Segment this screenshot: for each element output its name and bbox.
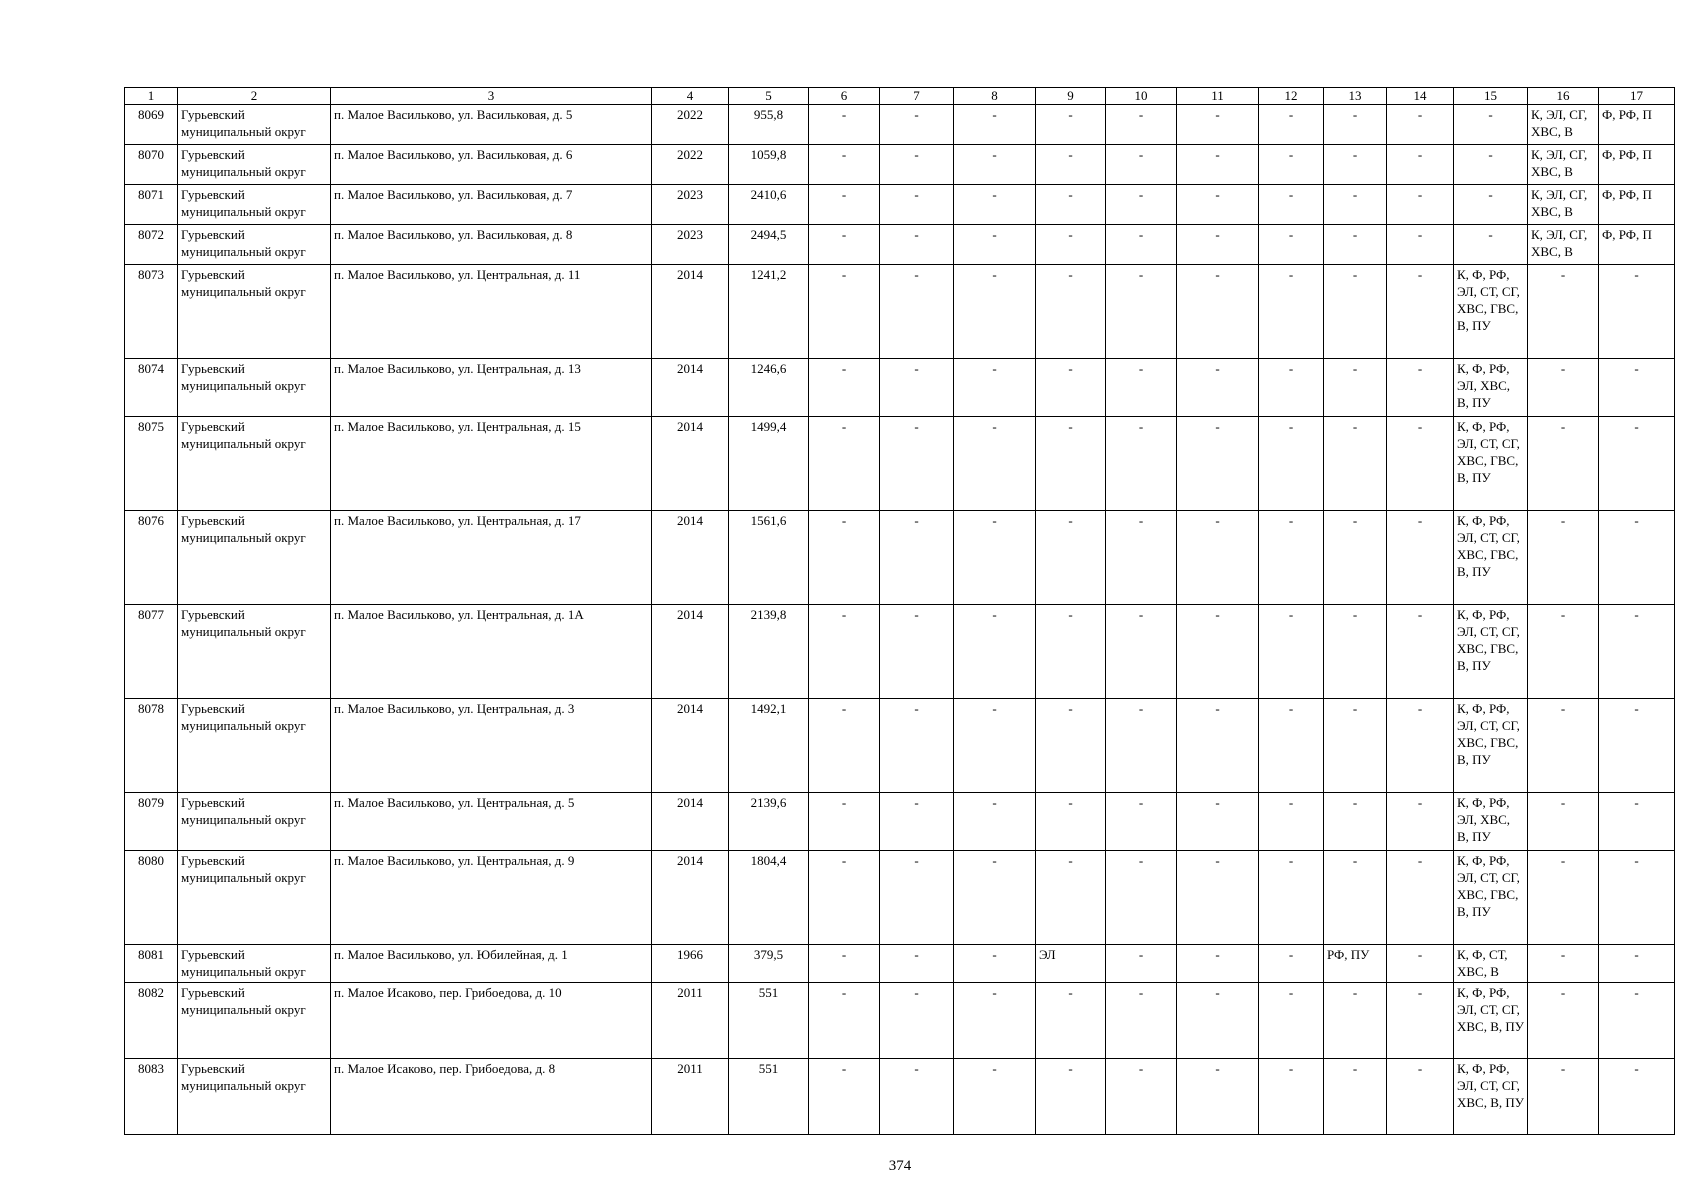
cell-col-10: - bbox=[1106, 185, 1177, 225]
cell-col-12: - bbox=[1259, 105, 1324, 145]
cell-col-10: - bbox=[1106, 417, 1177, 511]
cell-col-5: 551 bbox=[729, 983, 809, 1059]
cell-col-15: К, Ф, СТ, ХВС, В bbox=[1454, 945, 1528, 983]
cell-col-13: - bbox=[1324, 145, 1387, 185]
column-header-13: 13 bbox=[1324, 88, 1387, 105]
column-header-4: 4 bbox=[652, 88, 729, 105]
cell-col-5: 1246,6 bbox=[729, 359, 809, 417]
cell-col-2: Гурьевский муниципальный округ bbox=[178, 983, 331, 1059]
cell-col-16: - bbox=[1528, 359, 1599, 417]
cell-col-16: К, ЭЛ, СГ, ХВС, В bbox=[1528, 105, 1599, 145]
cell-col-15: К, Ф, РФ, ЭЛ, СТ, СГ, ХВС, В, ПУ bbox=[1454, 983, 1528, 1059]
cell-col-11: - bbox=[1177, 265, 1259, 359]
column-header-2: 2 bbox=[178, 88, 331, 105]
cell-col-9: - bbox=[1036, 983, 1106, 1059]
cell-col-9: - bbox=[1036, 265, 1106, 359]
cell-col-7: - bbox=[880, 185, 954, 225]
cell-col-14: - bbox=[1387, 983, 1454, 1059]
cell-col-14: - bbox=[1387, 699, 1454, 793]
cell-col-5: 1499,4 bbox=[729, 417, 809, 511]
cell-col-11: - bbox=[1177, 851, 1259, 945]
cell-col-10: - bbox=[1106, 945, 1177, 983]
cell-col-4: 2014 bbox=[652, 699, 729, 793]
table-row bbox=[125, 605, 1675, 699]
cell-col-13: РФ, ПУ bbox=[1324, 945, 1387, 983]
cell-col-17: - bbox=[1599, 945, 1675, 983]
cell-col-7: - bbox=[880, 359, 954, 417]
cell-col-8: - bbox=[954, 945, 1036, 983]
cell-col-13: - bbox=[1324, 359, 1387, 417]
cell-col-5: 2139,6 bbox=[729, 793, 809, 851]
cell-col-7: - bbox=[880, 225, 954, 265]
cell-col-15: - bbox=[1454, 185, 1528, 225]
cell-col-12: - bbox=[1259, 605, 1324, 699]
column-header-16: 16 bbox=[1528, 88, 1599, 105]
cell-col-3: п. Малое Васильково, ул. Центральная, д. 17 bbox=[331, 511, 652, 605]
cell-col-7: - bbox=[880, 851, 954, 945]
column-header-5: 5 bbox=[729, 88, 809, 105]
cell-col-12: - bbox=[1259, 1059, 1324, 1135]
cell-col-14: - bbox=[1387, 105, 1454, 145]
cell-col-2: Гурьевский муниципальный округ bbox=[178, 105, 331, 145]
cell-col-4: 2014 bbox=[652, 793, 729, 851]
column-header-6: 6 bbox=[809, 88, 880, 105]
cell-col-6: - bbox=[809, 417, 880, 511]
cell-col-17: Ф, РФ, П bbox=[1599, 145, 1675, 185]
cell-col-8: - bbox=[954, 265, 1036, 359]
cell-col-11: - bbox=[1177, 105, 1259, 145]
cell-col-10: - bbox=[1106, 983, 1177, 1059]
cell-col-14: - bbox=[1387, 945, 1454, 983]
cell-col-3: п. Малое Васильково, ул. Центральная, д. 11 bbox=[331, 265, 652, 359]
cell-col-15: К, Ф, РФ, ЭЛ, СТ, СГ, ХВС, ГВС, В, ПУ bbox=[1454, 511, 1528, 605]
cell-col-5: 1804,4 bbox=[729, 851, 809, 945]
cell-col-11: - bbox=[1177, 359, 1259, 417]
column-header-14: 14 bbox=[1387, 88, 1454, 105]
cell-col-1: 8070 bbox=[125, 145, 178, 185]
table-row bbox=[125, 851, 1675, 945]
cell-col-8: - bbox=[954, 417, 1036, 511]
cell-col-3: п. Малое Васильково, ул. Васильковая, д. 7 bbox=[331, 185, 652, 225]
cell-col-3: п. Малое Васильково, ул. Васильковая, д. 8 bbox=[331, 225, 652, 265]
table-row bbox=[125, 265, 1675, 359]
table-header bbox=[125, 88, 1675, 105]
cell-col-3: п. Малое Васильково, ул. Центральная, д. 3 bbox=[331, 699, 652, 793]
cell-col-1: 8082 bbox=[125, 983, 178, 1059]
cell-col-10: - bbox=[1106, 105, 1177, 145]
cell-col-6: - bbox=[809, 851, 880, 945]
cell-col-11: - bbox=[1177, 699, 1259, 793]
cell-col-4: 2014 bbox=[652, 359, 729, 417]
cell-col-15: К, Ф, РФ, ЭЛ, СТ, СГ, ХВС, ГВС, В, ПУ bbox=[1454, 417, 1528, 511]
cell-col-4: 2022 bbox=[652, 145, 729, 185]
cell-col-4: 2011 bbox=[652, 1059, 729, 1135]
cell-col-9: - bbox=[1036, 605, 1106, 699]
cell-col-11: - bbox=[1177, 511, 1259, 605]
cell-col-7: - bbox=[880, 511, 954, 605]
cell-col-14: - bbox=[1387, 793, 1454, 851]
cell-col-8: - bbox=[954, 983, 1036, 1059]
cell-col-17: Ф, РФ, П bbox=[1599, 185, 1675, 225]
cell-col-8: - bbox=[954, 359, 1036, 417]
cell-col-17: - bbox=[1599, 265, 1675, 359]
cell-col-13: - bbox=[1324, 185, 1387, 225]
cell-col-16: - bbox=[1528, 983, 1599, 1059]
cell-col-13: - bbox=[1324, 793, 1387, 851]
cell-col-6: - bbox=[809, 185, 880, 225]
cell-col-1: 8074 bbox=[125, 359, 178, 417]
column-header-9: 9 bbox=[1036, 88, 1106, 105]
cell-col-11: - bbox=[1177, 983, 1259, 1059]
cell-col-1: 8076 bbox=[125, 511, 178, 605]
cell-col-10: - bbox=[1106, 359, 1177, 417]
cell-col-11: - bbox=[1177, 185, 1259, 225]
cell-col-15: К, Ф, РФ, ЭЛ, СТ, СГ, ХВС, ГВС, В, ПУ bbox=[1454, 265, 1528, 359]
cell-col-2: Гурьевский муниципальный округ bbox=[178, 945, 331, 983]
cell-col-1: 8080 bbox=[125, 851, 178, 945]
cell-col-10: - bbox=[1106, 605, 1177, 699]
cell-col-16: - bbox=[1528, 605, 1599, 699]
column-header-12: 12 bbox=[1259, 88, 1324, 105]
cell-col-11: - bbox=[1177, 793, 1259, 851]
table-row bbox=[125, 105, 1675, 145]
cell-col-2: Гурьевский муниципальный округ bbox=[178, 185, 331, 225]
cell-col-15: - bbox=[1454, 225, 1528, 265]
table-row bbox=[125, 145, 1675, 185]
cell-col-15: К, Ф, РФ, ЭЛ, СТ, СГ, ХВС, ГВС, В, ПУ bbox=[1454, 605, 1528, 699]
table-row bbox=[125, 983, 1675, 1059]
cell-col-9: - bbox=[1036, 851, 1106, 945]
column-header-17: 17 bbox=[1599, 88, 1675, 105]
cell-col-2: Гурьевский муниципальный округ bbox=[178, 225, 331, 265]
cell-col-9: - bbox=[1036, 1059, 1106, 1135]
cell-col-10: - bbox=[1106, 225, 1177, 265]
cell-col-9: - bbox=[1036, 185, 1106, 225]
cell-col-14: - bbox=[1387, 605, 1454, 699]
column-header-15: 15 bbox=[1454, 88, 1528, 105]
cell-col-2: Гурьевский муниципальный округ bbox=[178, 851, 331, 945]
cell-col-16: - bbox=[1528, 1059, 1599, 1135]
cell-col-14: - bbox=[1387, 511, 1454, 605]
cell-col-7: - bbox=[880, 983, 954, 1059]
cell-col-12: - bbox=[1259, 359, 1324, 417]
cell-col-8: - bbox=[954, 793, 1036, 851]
cell-col-9: - bbox=[1036, 145, 1106, 185]
cell-col-3: п. Малое Васильково, ул. Васильковая, д. 6 bbox=[331, 145, 652, 185]
cell-col-9: ЭЛ bbox=[1036, 945, 1106, 983]
cell-col-1: 8073 bbox=[125, 265, 178, 359]
cell-col-8: - bbox=[954, 511, 1036, 605]
cell-col-2: Гурьевский муниципальный округ bbox=[178, 1059, 331, 1135]
cell-col-4: 2014 bbox=[652, 511, 729, 605]
table-row bbox=[125, 417, 1675, 511]
cell-col-1: 8071 bbox=[125, 185, 178, 225]
cell-col-17: - bbox=[1599, 699, 1675, 793]
cell-col-15: К, Ф, РФ, ЭЛ, СТ, СГ, ХВС, ГВС, В, ПУ bbox=[1454, 851, 1528, 945]
cell-col-4: 2014 bbox=[652, 605, 729, 699]
cell-col-16: - bbox=[1528, 265, 1599, 359]
cell-col-6: - bbox=[809, 105, 880, 145]
cell-col-14: - bbox=[1387, 359, 1454, 417]
cell-col-17: - bbox=[1599, 1059, 1675, 1135]
cell-col-5: 551 bbox=[729, 1059, 809, 1135]
cell-col-2: Гурьевский муниципальный округ bbox=[178, 793, 331, 851]
cell-col-17: - bbox=[1599, 417, 1675, 511]
cell-col-3: п. Малое Васильково, ул. Васильковая, д. 5 bbox=[331, 105, 652, 145]
cell-col-7: - bbox=[880, 265, 954, 359]
cell-col-12: - bbox=[1259, 145, 1324, 185]
table-row bbox=[125, 1059, 1675, 1135]
cell-col-2: Гурьевский муниципальный округ bbox=[178, 359, 331, 417]
cell-col-2: Гурьевский муниципальный округ bbox=[178, 265, 331, 359]
cell-col-9: - bbox=[1036, 417, 1106, 511]
cell-col-12: - bbox=[1259, 511, 1324, 605]
cell-col-11: - bbox=[1177, 417, 1259, 511]
cell-col-7: - bbox=[880, 1059, 954, 1135]
cell-col-15: К, Ф, РФ, ЭЛ, СТ, СГ, ХВС, В, ПУ bbox=[1454, 1059, 1528, 1135]
cell-col-10: - bbox=[1106, 699, 1177, 793]
column-header-8: 8 bbox=[954, 88, 1036, 105]
cell-col-17: Ф, РФ, П bbox=[1599, 225, 1675, 265]
cell-col-5: 2139,8 bbox=[729, 605, 809, 699]
cell-col-6: - bbox=[809, 983, 880, 1059]
cell-col-4: 2023 bbox=[652, 225, 729, 265]
cell-col-5: 955,8 bbox=[729, 105, 809, 145]
cell-col-6: - bbox=[809, 1059, 880, 1135]
column-header-3: 3 bbox=[331, 88, 652, 105]
cell-col-10: - bbox=[1106, 1059, 1177, 1135]
cell-col-10: - bbox=[1106, 265, 1177, 359]
cell-col-16: К, ЭЛ, СГ, ХВС, В bbox=[1528, 145, 1599, 185]
cell-col-16: - bbox=[1528, 851, 1599, 945]
cell-col-1: 8072 bbox=[125, 225, 178, 265]
cell-col-5: 2410,6 bbox=[729, 185, 809, 225]
cell-col-12: - bbox=[1259, 225, 1324, 265]
cell-col-6: - bbox=[809, 605, 880, 699]
capital-repair-register-table bbox=[124, 87, 1675, 1135]
cell-col-10: - bbox=[1106, 511, 1177, 605]
cell-col-10: - bbox=[1106, 851, 1177, 945]
cell-col-16: - bbox=[1528, 945, 1599, 983]
cell-col-16: К, ЭЛ, СГ, ХВС, В bbox=[1528, 185, 1599, 225]
cell-col-4: 2023 bbox=[652, 185, 729, 225]
cell-col-1: 8075 bbox=[125, 417, 178, 511]
cell-col-4: 2014 bbox=[652, 417, 729, 511]
column-header-11: 11 bbox=[1177, 88, 1259, 105]
cell-col-13: - bbox=[1324, 265, 1387, 359]
cell-col-6: - bbox=[809, 793, 880, 851]
cell-col-8: - bbox=[954, 605, 1036, 699]
cell-col-13: - bbox=[1324, 511, 1387, 605]
cell-col-2: Гурьевский муниципальный округ bbox=[178, 145, 331, 185]
cell-col-6: - bbox=[809, 511, 880, 605]
cell-col-10: - bbox=[1106, 145, 1177, 185]
page-number: 374 bbox=[888, 1158, 912, 1174]
cell-col-9: - bbox=[1036, 511, 1106, 605]
cell-col-7: - bbox=[880, 793, 954, 851]
cell-col-2: Гурьевский муниципальный округ bbox=[178, 511, 331, 605]
cell-col-12: - bbox=[1259, 417, 1324, 511]
cell-col-12: - bbox=[1259, 699, 1324, 793]
cell-col-15: К, Ф, РФ, ЭЛ, ХВС, В, ПУ bbox=[1454, 793, 1528, 851]
cell-col-6: - bbox=[809, 225, 880, 265]
cell-col-8: - bbox=[954, 1059, 1036, 1135]
table-row bbox=[125, 699, 1675, 793]
cell-col-3: п. Малое Васильково, ул. Центральная, д. 15 bbox=[331, 417, 652, 511]
cell-col-8: - bbox=[954, 105, 1036, 145]
cell-col-14: - bbox=[1387, 145, 1454, 185]
cell-col-3: п. Малое Васильково, ул. Центральная, д. 5 bbox=[331, 793, 652, 851]
cell-col-16: - bbox=[1528, 699, 1599, 793]
cell-col-3: п. Малое Исаково, пер. Грибоедова, д. 8 bbox=[331, 1059, 652, 1135]
cell-col-17: - bbox=[1599, 605, 1675, 699]
cell-col-17: - bbox=[1599, 511, 1675, 605]
cell-col-13: - bbox=[1324, 605, 1387, 699]
cell-col-12: - bbox=[1259, 851, 1324, 945]
cell-col-16: К, ЭЛ, СГ, ХВС, В bbox=[1528, 225, 1599, 265]
cell-col-14: - bbox=[1387, 185, 1454, 225]
cell-col-6: - bbox=[809, 699, 880, 793]
cell-col-15: К, Ф, РФ, ЭЛ, ХВС, В, ПУ bbox=[1454, 359, 1528, 417]
cell-col-9: - bbox=[1036, 793, 1106, 851]
cell-col-14: - bbox=[1387, 225, 1454, 265]
cell-col-6: - bbox=[809, 265, 880, 359]
cell-col-15: К, Ф, РФ, ЭЛ, СТ, СГ, ХВС, ГВС, В, ПУ bbox=[1454, 699, 1528, 793]
cell-col-9: - bbox=[1036, 359, 1106, 417]
table-row bbox=[125, 225, 1675, 265]
cell-col-8: - bbox=[954, 851, 1036, 945]
cell-col-1: 8078 bbox=[125, 699, 178, 793]
cell-col-13: - bbox=[1324, 983, 1387, 1059]
cell-col-9: - bbox=[1036, 699, 1106, 793]
cell-col-2: Гурьевский муниципальный округ bbox=[178, 605, 331, 699]
cell-col-4: 1966 bbox=[652, 945, 729, 983]
cell-col-17: - bbox=[1599, 851, 1675, 945]
cell-col-5: 1059,8 bbox=[729, 145, 809, 185]
cell-col-14: - bbox=[1387, 265, 1454, 359]
cell-col-6: - bbox=[809, 945, 880, 983]
cell-col-11: - bbox=[1177, 145, 1259, 185]
cell-col-12: - bbox=[1259, 265, 1324, 359]
column-header-10: 10 bbox=[1106, 88, 1177, 105]
cell-col-5: 379,5 bbox=[729, 945, 809, 983]
cell-col-12: - bbox=[1259, 185, 1324, 225]
cell-col-2: Гурьевский муниципальный округ bbox=[178, 699, 331, 793]
cell-col-8: - bbox=[954, 185, 1036, 225]
cell-col-7: - bbox=[880, 605, 954, 699]
cell-col-6: - bbox=[809, 359, 880, 417]
cell-col-14: - bbox=[1387, 417, 1454, 511]
cell-col-16: - bbox=[1528, 793, 1599, 851]
cell-col-1: 8069 bbox=[125, 105, 178, 145]
cell-col-5: 1561,6 bbox=[729, 511, 809, 605]
cell-col-16: - bbox=[1528, 511, 1599, 605]
cell-col-4: 2022 bbox=[652, 105, 729, 145]
cell-col-2: Гурьевский муниципальный округ bbox=[178, 417, 331, 511]
cell-col-3: п. Малое Васильково, ул. Центральная, д. 9 bbox=[331, 851, 652, 945]
cell-col-4: 2011 bbox=[652, 983, 729, 1059]
cell-col-1: 8083 bbox=[125, 1059, 178, 1135]
cell-col-13: - bbox=[1324, 225, 1387, 265]
cell-col-3: п. Малое Васильково, ул. Юбилейная, д. 1 bbox=[331, 945, 652, 983]
cell-col-11: - bbox=[1177, 605, 1259, 699]
cell-col-7: - bbox=[880, 945, 954, 983]
cell-col-3: п. Малое Исаково, пер. Грибоедова, д. 10 bbox=[331, 983, 652, 1059]
cell-col-11: - bbox=[1177, 225, 1259, 265]
cell-col-13: - bbox=[1324, 417, 1387, 511]
table-row bbox=[125, 359, 1675, 417]
cell-col-7: - bbox=[880, 105, 954, 145]
cell-col-11: - bbox=[1177, 945, 1259, 983]
cell-col-13: - bbox=[1324, 851, 1387, 945]
cell-col-8: - bbox=[954, 145, 1036, 185]
cell-col-13: - bbox=[1324, 699, 1387, 793]
cell-col-1: 8077 bbox=[125, 605, 178, 699]
cell-col-8: - bbox=[954, 225, 1036, 265]
cell-col-15: - bbox=[1454, 145, 1528, 185]
column-header-7: 7 bbox=[880, 88, 954, 105]
cell-col-17: - bbox=[1599, 359, 1675, 417]
cell-col-5: 2494,5 bbox=[729, 225, 809, 265]
cell-col-8: - bbox=[954, 699, 1036, 793]
cell-col-7: - bbox=[880, 417, 954, 511]
cell-col-9: - bbox=[1036, 105, 1106, 145]
table-row bbox=[125, 945, 1675, 983]
cell-col-4: 2014 bbox=[652, 851, 729, 945]
cell-col-12: - bbox=[1259, 945, 1324, 983]
cell-col-1: 8079 bbox=[125, 793, 178, 851]
cell-col-11: - bbox=[1177, 1059, 1259, 1135]
cell-col-17: - bbox=[1599, 793, 1675, 851]
cell-col-3: п. Малое Васильково, ул. Центральная, д. 1А bbox=[331, 605, 652, 699]
cell-col-13: - bbox=[1324, 1059, 1387, 1135]
cell-col-17: - bbox=[1599, 983, 1675, 1059]
cell-col-12: - bbox=[1259, 793, 1324, 851]
cell-col-12: - bbox=[1259, 983, 1324, 1059]
cell-col-4: 2014 bbox=[652, 265, 729, 359]
column-header-1: 1 bbox=[125, 88, 178, 105]
column-number-row bbox=[125, 88, 1675, 105]
cell-col-5: 1241,2 bbox=[729, 265, 809, 359]
cell-col-15: - bbox=[1454, 105, 1528, 145]
cell-col-9: - bbox=[1036, 225, 1106, 265]
cell-col-1: 8081 bbox=[125, 945, 178, 983]
cell-col-5: 1492,1 bbox=[729, 699, 809, 793]
table-row bbox=[125, 185, 1675, 225]
cell-col-6: - bbox=[809, 145, 880, 185]
cell-col-10: - bbox=[1106, 793, 1177, 851]
cell-col-16: - bbox=[1528, 417, 1599, 511]
cell-col-14: - bbox=[1387, 851, 1454, 945]
cell-col-17: Ф, РФ, П bbox=[1599, 105, 1675, 145]
cell-col-7: - bbox=[880, 145, 954, 185]
table-row bbox=[125, 511, 1675, 605]
cell-col-3: п. Малое Васильково, ул. Центральная, д. 13 bbox=[331, 359, 652, 417]
table-row bbox=[125, 793, 1675, 851]
cell-col-14: - bbox=[1387, 1059, 1454, 1135]
cell-col-13: - bbox=[1324, 105, 1387, 145]
table-body bbox=[125, 105, 1675, 1135]
cell-col-7: - bbox=[880, 699, 954, 793]
